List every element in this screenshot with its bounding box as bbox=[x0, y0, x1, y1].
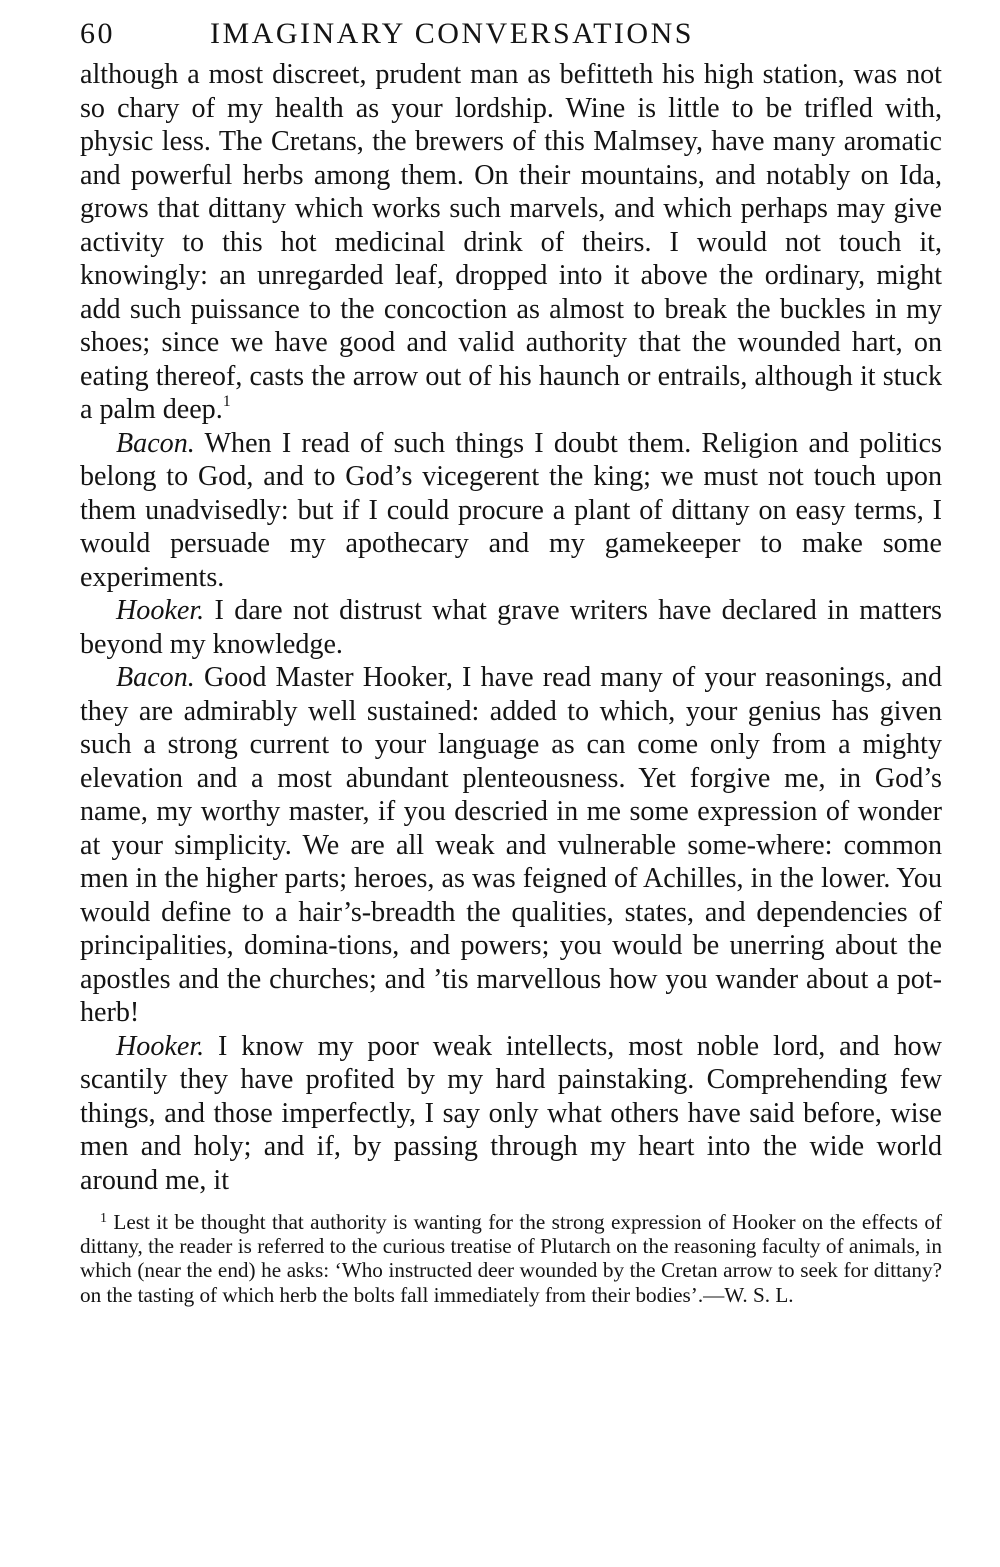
paragraph-bacon bbox=[80, 661, 942, 1030]
footnote bbox=[80, 1210, 942, 1307]
speaker-name: Hooker. bbox=[116, 1030, 205, 1062]
book-page bbox=[80, 14, 942, 1307]
footnote-reference: 1 bbox=[222, 393, 231, 410]
footnote-marker: 1 bbox=[100, 1211, 107, 1226]
paragraph-text: When I read of such things I doubt them. Religion and politics belong to God, and to God’s vicegerent the king; we must not touch upon them unadvisedly: but if I could procure a plant of dittany on easy terms, I would persuade my apothecary and my gamekeeper to make some experiments. bbox=[80, 427, 942, 593]
speaker-name: Hooker. bbox=[116, 595, 205, 626]
speaker-name: Bacon. bbox=[116, 662, 195, 693]
paragraph-text: I know my poor weak intellects, most noble lord, and how scantily they have profited by my hard painstaking. Comprehending few things, and those imperfectly, I say only what others have said before, wise men and holy; and if, by passing through my heart into the wide world around me, it bbox=[80, 1030, 942, 1196]
paragraph-continuation bbox=[80, 58, 942, 427]
page-number: 60 bbox=[80, 17, 115, 50]
paragraph-hooker bbox=[80, 1030, 942, 1198]
footnotes bbox=[80, 1210, 942, 1307]
running-title: IMAGINARY CONVERSATIONS bbox=[210, 17, 694, 50]
paragraph-text: Good Master Hooker, I have read many of your reasonings, and they are admirably well sustained: added to which, your genius has given such a strong current to your language as can come only from a mighty elevation and a most abundant plenteousness. Yet forgive me, in God’s name, my worthy master, if you descried in me some expression of wonder at your simplicity. We are all weak and vulnerable some-where: common men in the higher parts; heroes, as was feigned of Achilles, in the lower. You would define to a hair’s-breadth the qualities, states, and dependencies of principalities, domina-tions, and powers; you would be unerring about the apostles and the churches; and ’tis marvellous how you wander about a pot-herb! bbox=[80, 662, 942, 1028]
paragraph-hooker bbox=[80, 594, 942, 661]
paragraph-text: although a most discreet, prudent man as befitteth his high station, was not so chary of my health as your lordship. Wine is little to be trifled with, physic less. The Cretans, the brewers of this Malmsey, have many aromatic and powerful herbs among them. On their mountains, and notably on Ida, grows that dittany which works such marvels, and which perhaps may give activity to this hot medicinal drink of theirs. I would not touch it, knowingly: an unregarded leaf, dropped into it above the ordinary, might add such puissance to the concoction as almost to break the buckles in my shoes; since we have good and valid authority that the wounded hart, on eating thereof, casts the arrow out of his haunch or entrails, although it stuck a palm deep. bbox=[80, 59, 942, 425]
footnote-text: Lest it be thought that authority is wanting for the strong expression of Hooker on the effects of dittany, the reader is referred to the curious treatise of Plutarch on the reasoning faculty of animals, in which (near the end) he asks: ‘Who instructed deer wounded by the Cretan arrow to seek for dittany? on the tasting of which herb the bolts fall immediately from their bodies’.—W. S. L. bbox=[80, 1210, 942, 1307]
paragraph-text: I dare not distrust what grave writers have declared in matters beyond my knowledge. bbox=[80, 595, 942, 660]
body-text bbox=[80, 58, 942, 1197]
running-head bbox=[80, 14, 942, 58]
paragraph-bacon bbox=[80, 427, 942, 595]
speaker-name: Bacon. bbox=[116, 427, 195, 459]
